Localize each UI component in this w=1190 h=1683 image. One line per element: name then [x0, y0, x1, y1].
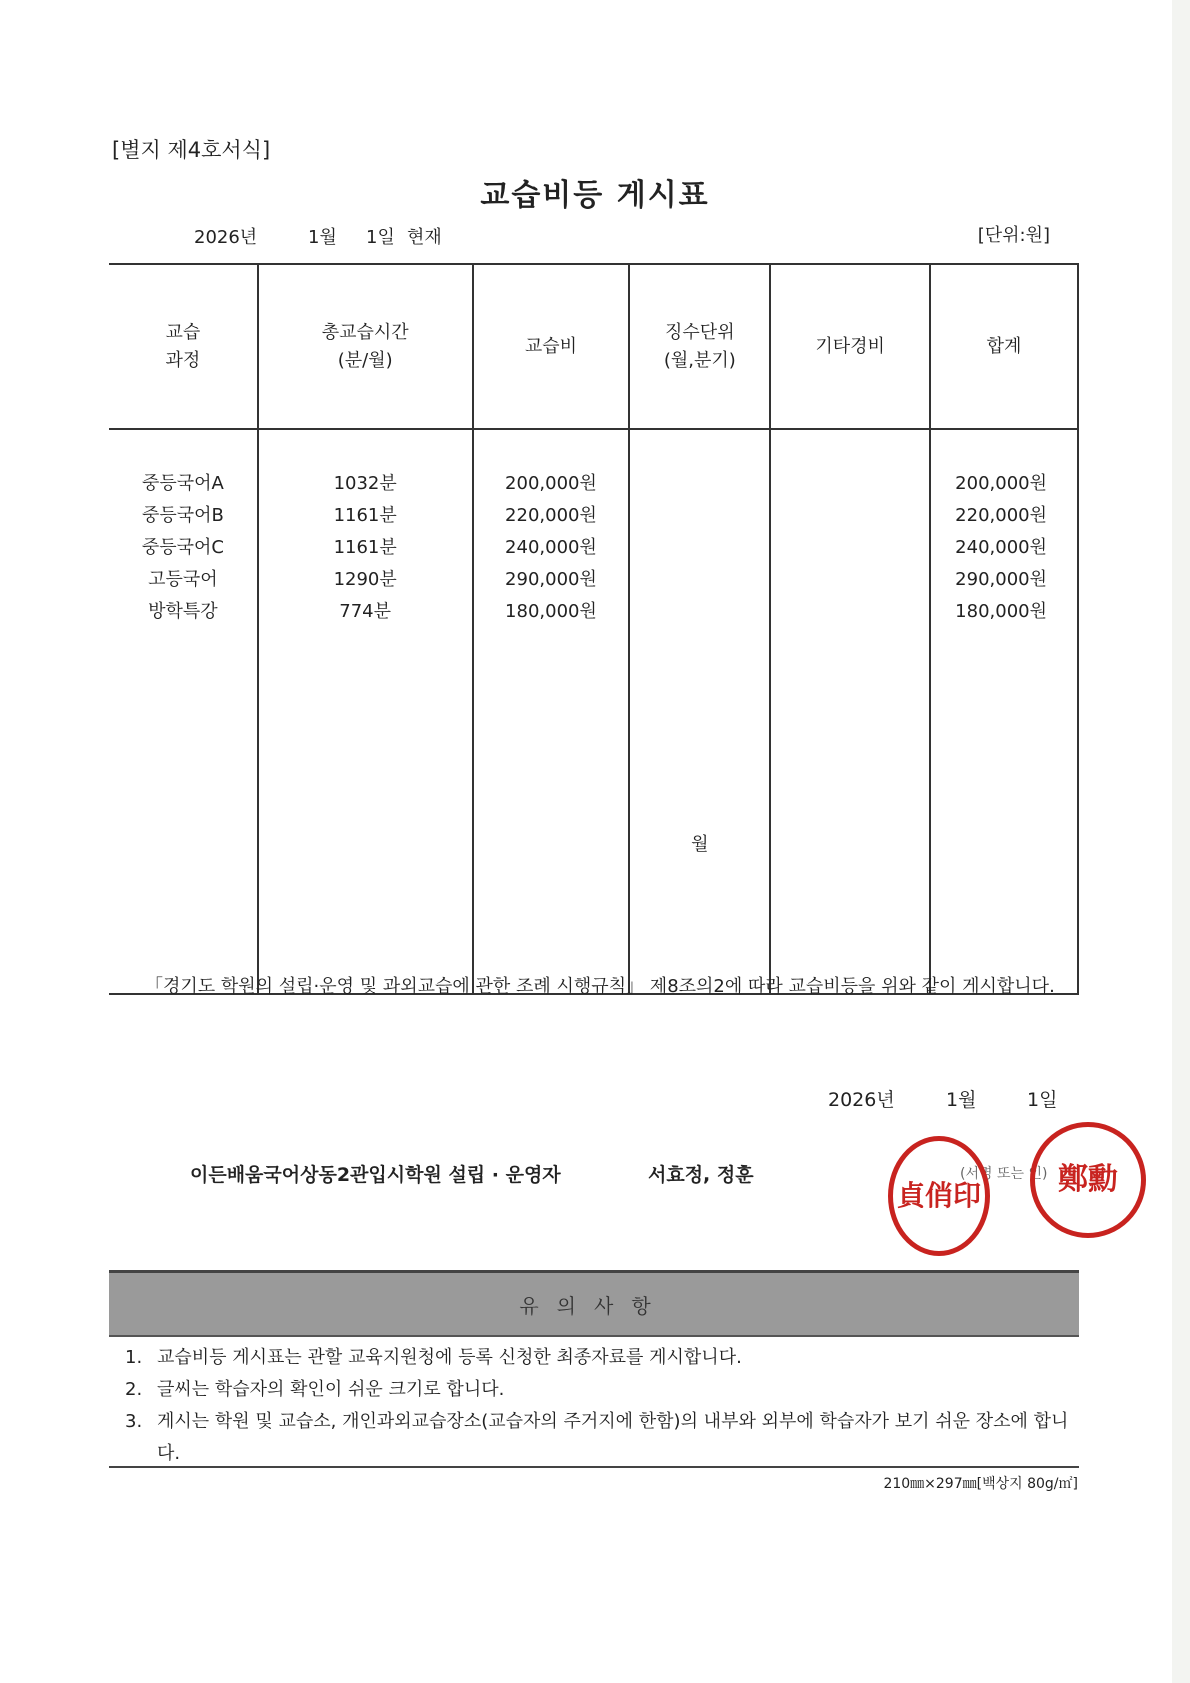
list-item: 1. 교습비등 게시표는 관할 교육지원청에 등록 신청한 최종자료를 게시합니다. — [125, 1347, 742, 1368]
course-hours: 1032분 — [333, 473, 397, 494]
course-name: 중등국어A — [141, 473, 224, 494]
course-total: 240,000원 — [955, 537, 1047, 558]
scan-edge — [1172, 0, 1190, 1683]
header-total: 합계 — [930, 264, 1078, 429]
course-fee: 290,000원 — [505, 569, 597, 590]
bottom-rule — [109, 1466, 1079, 1468]
course-total: 290,000원 — [955, 569, 1047, 590]
fee-column — [473, 429, 630, 994]
sign-year: 2026년 — [828, 1089, 895, 1111]
unit-label: [단위:원] — [977, 225, 1050, 246]
seal-stamp-1: 貞俏印 — [888, 1136, 990, 1256]
header-other-costs: 기타경비 — [770, 264, 930, 429]
signature-note: (서명 또는 인) — [960, 1166, 1048, 1182]
course-column — [109, 429, 258, 994]
course-fee: 240,000원 — [505, 537, 597, 558]
document-title: 교습비등 게시표 — [480, 178, 710, 213]
collection-unit-value: 월 — [691, 834, 709, 855]
course-fee: 180,000원 — [505, 601, 597, 622]
notice-list — [125, 1342, 1080, 1470]
course-hours: 774분 — [339, 601, 392, 622]
header-course: 교습 과정 — [109, 264, 258, 429]
paper-spec: 210㎜×297㎜[백상지 80g/㎡] — [883, 1476, 1078, 1492]
hours-column — [258, 429, 473, 994]
header-fee: 교습비 — [473, 264, 630, 429]
course-name: 방학특강 — [148, 601, 218, 622]
statement-text: 「경기도 학원의 설립·운영 및 과외교습에 관한 조례 시행규칙」 제8조의2에 따라 교습비등을 위와 같이 게시합니다. — [145, 976, 1055, 997]
table-header-row — [109, 264, 1078, 429]
form-number: [별지 제4호서식] — [112, 138, 271, 162]
notice-header: 유의사항 — [109, 1270, 1079, 1337]
course-hours: 1161분 — [333, 537, 397, 558]
course-name: 중등국어B — [141, 505, 224, 526]
course-fee: 200,000원 — [505, 473, 597, 494]
academy-operator: 이든배움국어상동2관입시학원 설립 · 운영자 — [190, 1164, 561, 1186]
sign-day: 1일 — [1027, 1089, 1058, 1111]
as-of-day: 1일 — [366, 227, 395, 248]
course-fee: 220,000원 — [505, 505, 597, 526]
header-collection-unit: 징수단위 (월,분기) — [629, 264, 770, 429]
list-item: 2. 글씨는 학습자의 확인이 쉬운 크기로 합니다. — [125, 1379, 505, 1400]
course-name: 중등국어C — [141, 537, 224, 558]
operator-names: 서효정, 정훈 — [648, 1164, 754, 1186]
course-total: 180,000원 — [955, 601, 1047, 622]
course-total: 220,000원 — [955, 505, 1047, 526]
as-of-suffix: 현재 — [407, 227, 442, 248]
fee-table — [109, 263, 1079, 995]
course-name: 고등국어 — [148, 569, 218, 590]
as-of-year: 2026년 — [194, 227, 258, 248]
sign-month: 1월 — [946, 1089, 977, 1111]
course-total: 200,000원 — [955, 473, 1047, 494]
header-hours: 총교습시간 (분/월) — [258, 264, 473, 429]
as-of-month: 1월 — [308, 227, 337, 248]
table-body-row — [109, 429, 1078, 994]
course-hours: 1161분 — [333, 505, 397, 526]
seal-stamp-2: 鄭勳 — [1030, 1122, 1146, 1238]
course-hours: 1290분 — [333, 569, 397, 590]
collection-unit-column — [629, 429, 770, 994]
other-costs-column — [770, 429, 930, 994]
total-column — [930, 429, 1078, 994]
list-item: 3. 게시는 학원 및 교습소, 개인과외교습장소(교습자의 주거지에 한함)의 내부와 외부에 학습자가 보기 쉬운 장소에 합니다. — [125, 1411, 1069, 1464]
